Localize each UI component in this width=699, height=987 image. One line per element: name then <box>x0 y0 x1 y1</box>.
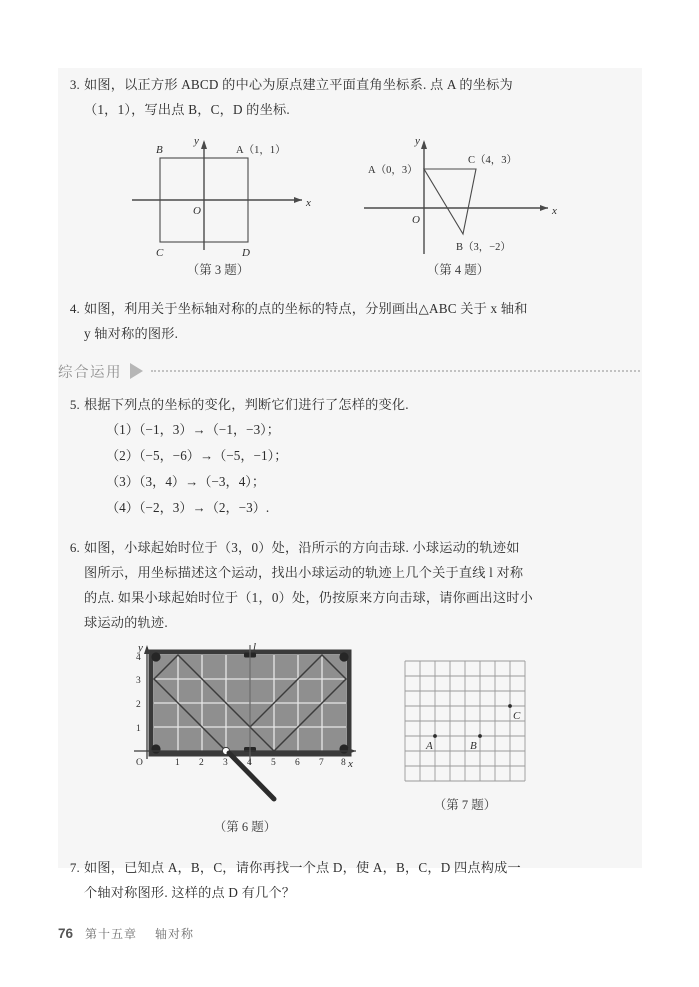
figure-row-3-4 <box>58 128 642 278</box>
grid-lines <box>405 661 525 781</box>
question-3-number: 3. <box>69 77 80 92</box>
figure-3-vertex-a: A（1，1） <box>236 145 286 156</box>
figure-6-ytick-2: 2 <box>136 700 141 710</box>
figure-4-vertex-c: C（4，3） <box>468 155 518 166</box>
figure-4 <box>358 128 568 277</box>
footer-page-number: 76 <box>58 926 74 941</box>
x-axis-arrow <box>348 748 356 754</box>
triangle-abc <box>424 169 476 234</box>
question-7-line-1: 如图，已知点 A，B，C，请你再找一个点 D，使 A，B，C，D 四点构成一 <box>84 860 521 875</box>
question-5-item-2: （2）（−5，−6）→（−5，−1）； <box>106 448 288 463</box>
question-3-body <box>84 72 642 122</box>
question-6-line-4: 球运动的轨迹. <box>84 615 168 630</box>
figure-4-svg <box>358 128 568 258</box>
figure-3-vertex-c: C <box>156 247 164 258</box>
figure-7-caption: （第 7 题） <box>433 798 497 812</box>
figure-3-x-label: x <box>306 197 311 209</box>
footer-chapter: 第十五章 <box>85 927 138 941</box>
question-5-item-3: （3）（3，4）→（−3，4）； <box>106 474 266 489</box>
question-4-line-2: y 轴对称的图形. <box>84 326 179 341</box>
figure-6-y-label: y <box>138 642 143 654</box>
figure-6-xtick-4: 4 <box>247 758 252 768</box>
question-4-number: 4. <box>69 301 80 316</box>
section-header-dotted-rule <box>151 370 640 373</box>
figure-6-xtick-5: 5 <box>271 758 276 768</box>
figure-6-caption: （第 6 题） <box>213 820 277 834</box>
question-7-number: 7. <box>69 860 80 875</box>
question-4 <box>58 296 642 346</box>
y-axis-arrow <box>421 140 427 149</box>
question-3-line-1: 如图，以正方形 ABCD 的中心为原点建立平面直角坐标系. 点 A 的坐标为 <box>84 77 513 92</box>
figure-row-6-7 <box>58 641 642 841</box>
figure-6-svg <box>130 641 360 816</box>
question-7-line-2: 个轴对称图形. 这样的点 D 有几个？ <box>84 885 296 900</box>
question-5-number: 5. <box>69 397 80 412</box>
figure-3-vertex-d: D <box>242 247 250 258</box>
figure-3-origin-label: O <box>193 205 201 217</box>
figure-6-ytick-1: 1 <box>136 724 141 734</box>
figure-6-xtick-1: 1 <box>175 758 180 768</box>
figure-6-xtick-8: 8 <box>341 758 346 768</box>
figure-6-x-label: x <box>348 758 353 770</box>
figure-3-vertex-b: B <box>156 144 163 156</box>
question-6-line-3: 的点. 如果小球起始时位于（1，0）处，仍按原来方向击球，请你画出这时小 <box>84 590 533 605</box>
question-4-body <box>84 296 642 346</box>
figure-4-vertex-a: A（0，3） <box>368 165 418 176</box>
figure-4-vertex-b: B（3，−2） <box>456 242 511 253</box>
question-4-line-1: 如图，利用关于坐标轴对称的点的坐标的特点，分别画出△ABC 关于 x 轴和 <box>84 301 528 316</box>
question-3-line-2: （1，1），写出点 B，C，D 的坐标. <box>84 102 290 117</box>
figure-3-svg <box>118 128 318 258</box>
page-content <box>58 68 642 905</box>
figure-4-caption: （第 4 题） <box>426 263 490 277</box>
question-6 <box>58 535 642 635</box>
triangle-right-icon <box>130 363 143 379</box>
question-5-body <box>84 392 642 417</box>
point-b-dot <box>478 734 482 738</box>
question-3 <box>58 72 642 122</box>
figure-7-point-c-label: C <box>513 710 521 722</box>
figure-3 <box>118 128 318 277</box>
figure-4-x-label: x <box>552 205 557 217</box>
x-axis-arrow <box>540 205 548 211</box>
y-axis-arrow <box>201 140 207 149</box>
point-c-dot <box>508 704 512 708</box>
question-6-number: 6. <box>69 540 80 555</box>
figure-4-origin-label: O <box>412 214 420 226</box>
figure-6-xtick-2: 2 <box>199 758 204 768</box>
question-6-line-2: 图所示，用坐标描述这个运动，找出小球运动的轨迹上几个关于直线 l 对称 <box>84 565 524 580</box>
page-footer <box>58 925 194 942</box>
figure-6-line-label: l <box>253 641 257 653</box>
figure-7-point-a-label: A <box>426 740 433 752</box>
figure-4-y-label: y <box>415 135 420 147</box>
question-5 <box>58 392 642 417</box>
figure-7-point-b-label: B <box>470 740 477 752</box>
question-5-sublist <box>106 417 642 521</box>
section-header-comprehensive <box>58 356 642 386</box>
figure-3-y-label: y <box>194 135 199 147</box>
figure-6-xtick-3: 3 <box>223 758 228 768</box>
figure-6-ytick-4: 4 <box>136 653 141 663</box>
question-7-body <box>84 855 642 905</box>
question-7 <box>58 855 642 905</box>
figure-6-xtick-6: 6 <box>295 758 300 768</box>
figure-6-ytick-3: 3 <box>136 676 141 686</box>
figure-3-caption: （第 3 题） <box>186 263 250 277</box>
figure-7 <box>393 649 553 814</box>
figure-6-xtick-7: 7 <box>319 758 324 768</box>
footer-chapter-title: 轴对称 <box>155 927 195 941</box>
question-5-item-4: （4）（−2，3）→（2，−3）. <box>106 500 270 515</box>
x-axis-arrow <box>294 197 302 203</box>
question-5-text: 根据下列点的坐标的变化，判断它们进行了怎样的变化. <box>84 397 409 412</box>
figure-6-origin-label: O <box>136 758 143 768</box>
point-a-dot <box>433 734 437 738</box>
figure-6 <box>130 641 360 834</box>
section-header-label: 综合运用 <box>58 364 122 381</box>
question-6-line-1: 如图，小球起始时位于（3，0）处，沿所示的方向击球. 小球运动的轨迹如 <box>84 540 520 555</box>
figure-7-svg <box>393 649 553 809</box>
question-5-item-1: （1）（−1，3）→（−1，−3）； <box>106 422 280 437</box>
question-6-body <box>84 535 642 635</box>
